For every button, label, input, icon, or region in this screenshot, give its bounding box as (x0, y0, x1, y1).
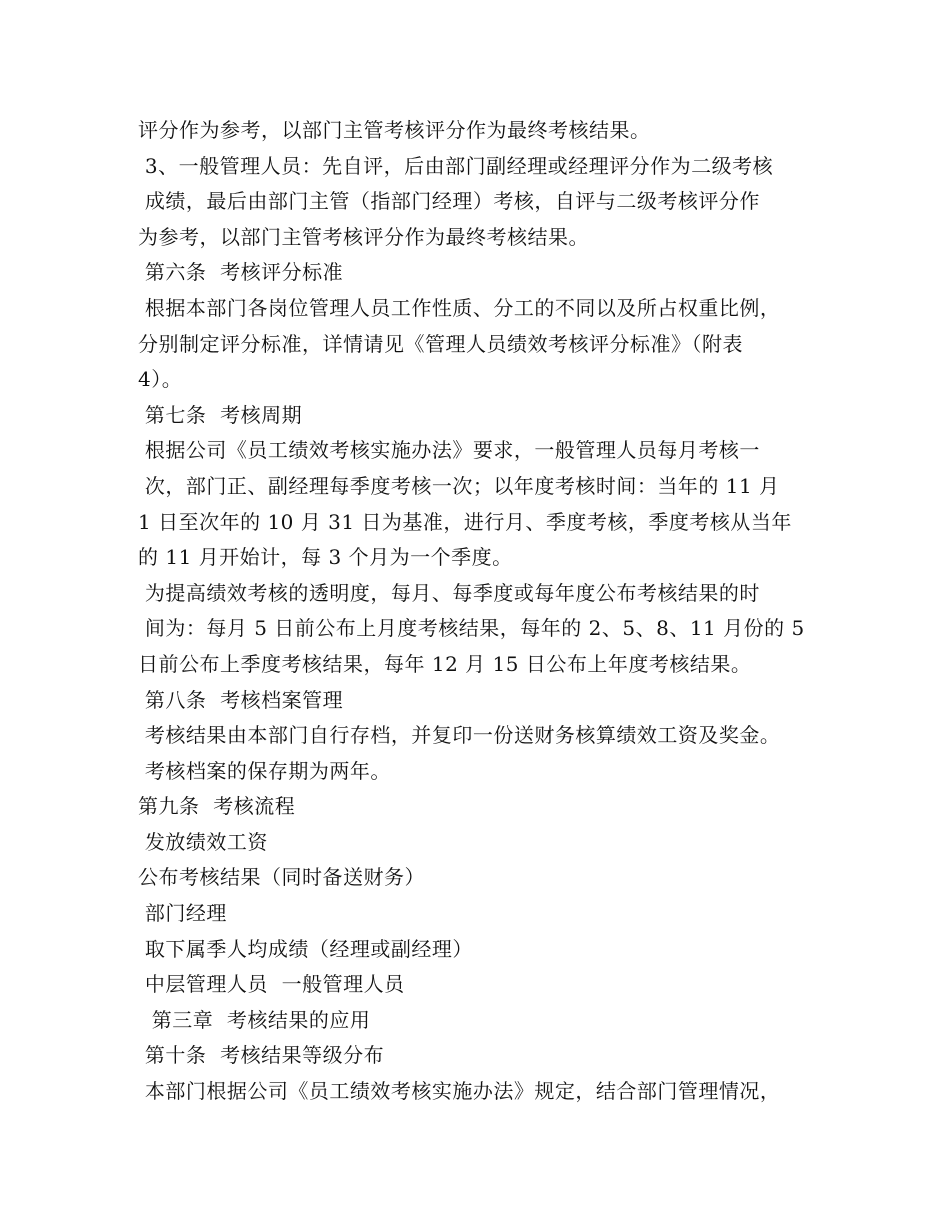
flow-step: 公布考核结果（同时备送财务） (138, 865, 425, 890)
text-line: 考核结果由本部门自行存档，并复印一份送财务核算绩效工资及奖金。 (138, 723, 781, 748)
chapter-heading: 第三章 考核结果的应用 (138, 1007, 371, 1032)
article-heading: 第七条 考核周期 (138, 402, 303, 427)
article-heading: 第九条 考核流程 (138, 794, 296, 819)
flow-step: 发放绩效工资 (138, 829, 268, 854)
text-line: 1 日至次年的 10 月 31 日为基准，进行月、季度考核，季度考核从当年 (138, 509, 792, 534)
article-heading: 第六条 考核评分标准 (138, 260, 344, 285)
text-line: 本部门根据公司《员工绩效考核实施办法》规定，结合部门管理情况， (138, 1079, 781, 1104)
text-line: 日前公布上季度考核结果，每年 12 月 15 日公布上年度考核结果。 (138, 651, 752, 676)
text-line: 3、一般管理人员：先自评，后由部门副经理或经理评分作为二级考核 (138, 153, 774, 178)
text-line: 为提高绩效考核的透明度，每月、每季度或每年度公布考核结果的时 (138, 580, 760, 605)
text-line: 成绩，最后由部门主管（指部门经理）考核，自评与二级考核评分作 (138, 189, 760, 214)
text-line: 的 11 月开始计，每 3 个月为一个季度。 (138, 545, 513, 570)
text-line: 评分作为参考，以部门主管考核评分作为最终考核结果。 (138, 118, 651, 142)
text-line: 为参考，以部门主管考核评分作为最终考核结果。 (138, 224, 589, 249)
document-body (138, 113, 828, 1110)
flow-step: 取下属季人均成绩（经理或副经理） (138, 936, 473, 961)
text-line: 根据公司《员工绩效考核实施办法》要求，一般管理人员每月考核一 (138, 438, 760, 463)
article-heading: 第十条 考核结果等级分布 (138, 1043, 385, 1068)
text-line: 次，部门正、副经理每季度考核一次；以年度考核时间：当年的 11 月 (138, 473, 780, 498)
text-line: 间为：每月 5 日前公布上月度考核结果，每年的 2、5、8、11 月份的 5 (138, 616, 805, 641)
text-line: 分别制定评分标准，详情请见《管理人员绩效考核评分标准》（附表 (138, 331, 743, 356)
flow-step: 中层管理人员 一般管理人员 (138, 972, 405, 997)
article-heading: 第八条 考核档案管理 (138, 687, 344, 712)
flow-step: 部门经理 (138, 901, 227, 926)
text-line: 根据本部门各岗位管理人员工作性质、分工的不同以及所占权重比例， (138, 295, 781, 320)
text-line: 4）。 (138, 367, 183, 392)
text-line: 考核档案的保存期为两年。 (138, 758, 391, 783)
